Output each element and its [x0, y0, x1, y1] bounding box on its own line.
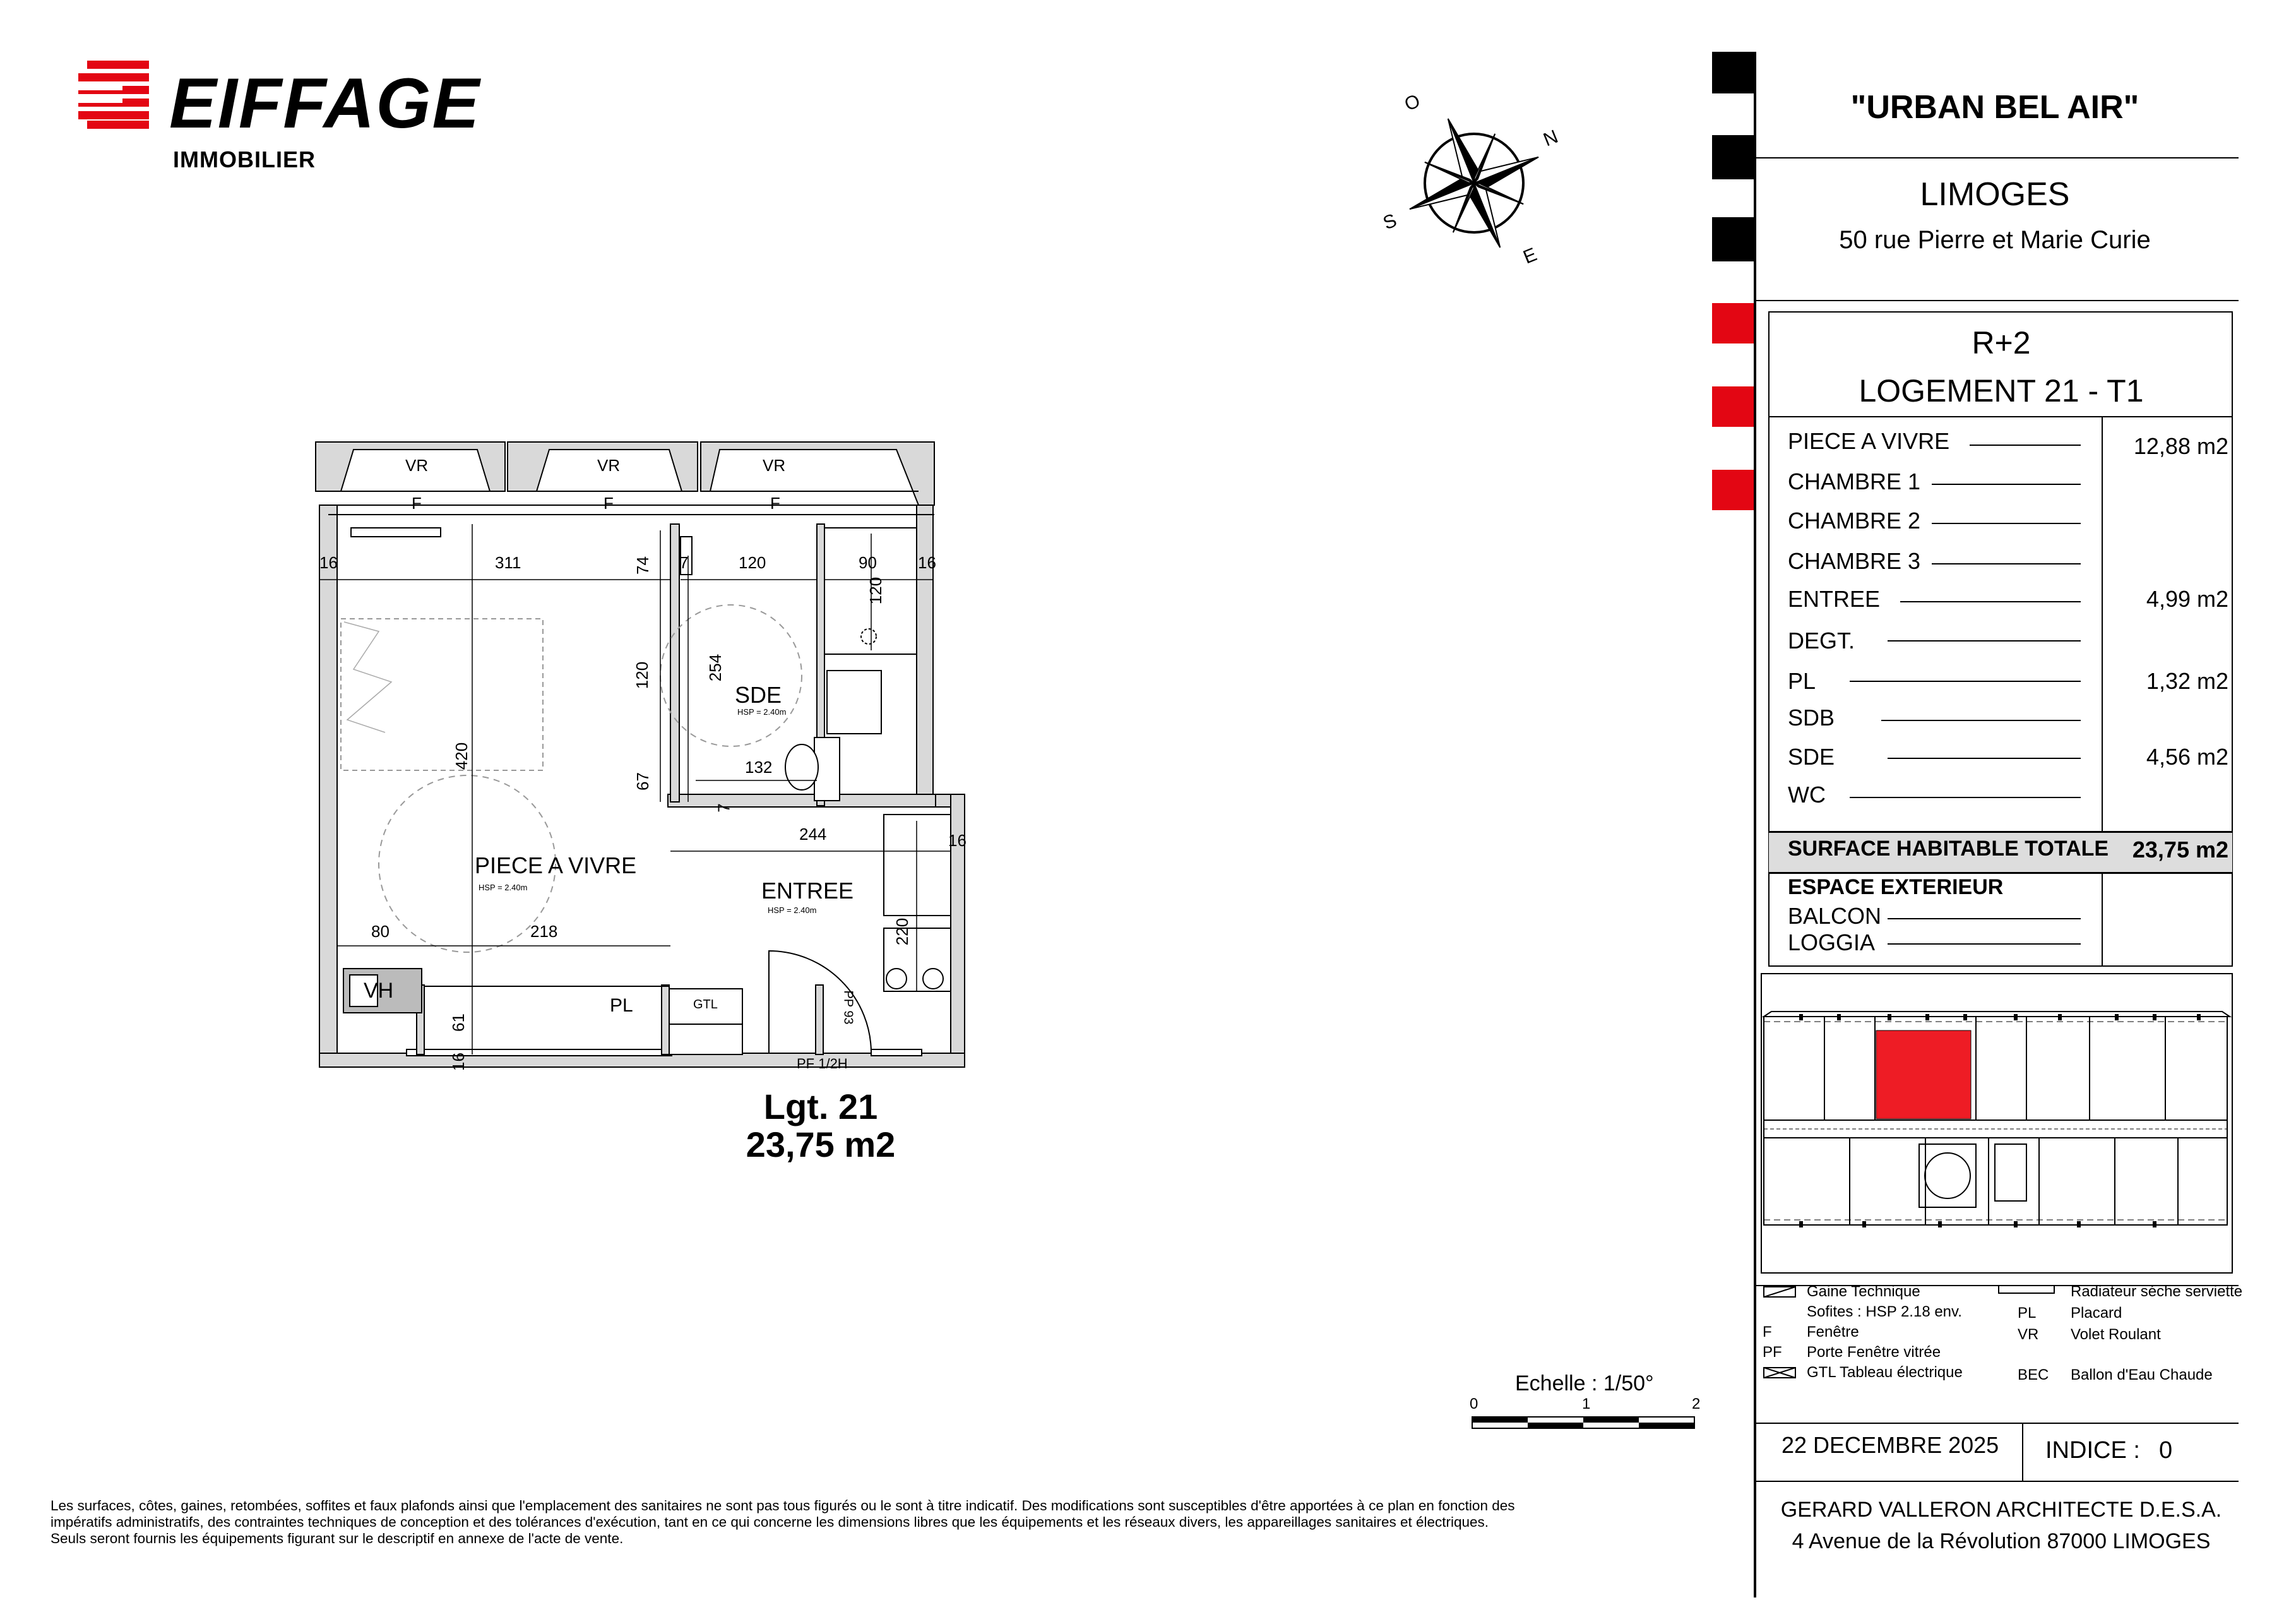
- room-name-4: CHAMBRE 3: [1788, 548, 1921, 574]
- scale-tick-0: 0: [1470, 1395, 1478, 1412]
- window-label-vr-3: VR: [763, 456, 786, 475]
- scale-tick-1: 1: [1582, 1395, 1591, 1412]
- dim-120-top: 120: [739, 553, 766, 572]
- legend-ballon: Ballon d'Eau Chaude: [2071, 1366, 2213, 1383]
- unit-title: Lgt. 21: [763, 1087, 878, 1126]
- floor-plan: [303, 436, 1004, 1080]
- legend-volet: Volet Roulant: [2071, 1326, 2161, 1343]
- compass-rose-icon: [1376, 88, 1578, 272]
- architect-address: 4 Avenue de la Révolution 87000 LIMOGES: [1792, 1529, 2211, 1553]
- dim-16-bottom: 16: [448, 1053, 468, 1071]
- room-hsp-piece: HSP = 2.40m: [479, 883, 528, 892]
- dim-16-left: 16: [319, 553, 338, 572]
- compass-s: S: [1380, 210, 1400, 234]
- project-address: 50 rue Pierre et Marie Curie: [1839, 226, 2151, 254]
- room-area-5: 4,99 m2: [2146, 586, 2228, 612]
- disclaimer-line-1: Les surfaces, côtes, gaines, retombées, soffites et faux plafonds ainsi que l'emplacement des sanitaires ne sont pas tous figurés ou le sont à titre indicatif. Des modifications sont susceptibles d'être apportées à ce plan en fonction des: [51, 1498, 1515, 1514]
- room-name-7: PL: [1788, 668, 1816, 694]
- legend-radiateur: Radiateur séche serviette: [2071, 1283, 2243, 1300]
- exterior-balcon: BALCON: [1788, 903, 1882, 929]
- dim-132: 132: [745, 758, 773, 777]
- scale-label: Echelle : 1/50°: [1515, 1371, 1654, 1395]
- legend-gtl-icon: [1763, 1366, 1798, 1380]
- legend-radiator-icon: [1997, 1284, 2057, 1297]
- window-label-vr-2: VR: [597, 456, 621, 475]
- room-name-1: PIECE A VIVRE: [1788, 428, 1950, 454]
- key-plan: [1761, 974, 2232, 1273]
- legend-gaine: Gaine Technique: [1807, 1283, 1920, 1300]
- room-name-6: DEGT.: [1788, 628, 1855, 654]
- project-name: "URBAN BEL AIR": [1850, 89, 2139, 126]
- room-label-pl: PL: [610, 995, 633, 1016]
- window-label-f-1: F: [412, 494, 422, 513]
- dim-220: 220: [893, 917, 912, 946]
- legend-abbr-pl: PL: [2018, 1305, 2037, 1322]
- vh-label: VH: [364, 979, 394, 1003]
- dim-90: 90: [859, 553, 877, 572]
- legend-fenetre: Fenêtre: [1807, 1323, 1859, 1340]
- plan-date: 22 DECEMBRE 2025: [1781, 1432, 1999, 1458]
- room-label-sde: SDE: [735, 682, 782, 708]
- unit-area: 23,75 m2: [746, 1125, 896, 1164]
- dim-244: 244: [799, 825, 827, 844]
- legend-abbr-f: F: [1763, 1323, 1772, 1340]
- dim-120-left: 120: [633, 661, 652, 690]
- dim-120-vertical: 120: [866, 576, 886, 605]
- room-name-2: CHAMBRE 1: [1788, 469, 1921, 494]
- indice-value: 0: [2159, 1437, 2173, 1464]
- legend-abbr-vr: VR: [2018, 1326, 2039, 1343]
- exterior-loggia: LOGGIA: [1788, 929, 1876, 955]
- dim-311: 311: [495, 553, 521, 572]
- dim-420: 420: [452, 742, 472, 770]
- scale-tick-2: 2: [1692, 1395, 1701, 1412]
- dim-74: 74: [633, 556, 652, 575]
- window-label-f-3: F: [770, 494, 780, 513]
- room-area-1: 12,88 m2: [2133, 433, 2228, 459]
- room-name-5: ENTREE: [1788, 586, 1881, 612]
- dim-61: 61: [448, 1013, 468, 1032]
- legend-gaine-icon: [1763, 1286, 1798, 1299]
- legend-gtl: GTL Tableau électrique: [1807, 1364, 1963, 1381]
- door-pf: PF 1/2H: [797, 1056, 848, 1072]
- logo-subtitle: IMMOBILIER: [173, 146, 316, 172]
- dim-218: 218: [530, 922, 558, 941]
- exterior-label: ESPACE EXTERIEUR: [1788, 875, 2004, 899]
- legend-placard: Placard: [2071, 1305, 2122, 1322]
- room-area-7: 1,32 m2: [2146, 668, 2228, 694]
- compass-o: O: [1401, 90, 1424, 116]
- project-city: LIMOGES: [1920, 176, 2070, 213]
- dim-254: 254: [706, 654, 725, 682]
- architect-name: GERARD VALLERON ARCHITECTE D.E.S.A.: [1780, 1498, 2222, 1522]
- compass-e: E: [1520, 244, 1540, 268]
- total-area: 23,75 m2: [2132, 837, 2228, 863]
- legend-abbr-bec: BEC: [2018, 1366, 2049, 1383]
- window-label-vr-1: VR: [405, 456, 429, 475]
- disclaimer: [51, 1498, 1717, 1547]
- logo-brand: EIFFAGE: [169, 64, 481, 143]
- room-name-9: SDE: [1788, 744, 1835, 770]
- room-hsp-entree: HSP = 2.40m: [768, 905, 817, 915]
- room-hsp-sde: HSP = 2.40m: [737, 707, 787, 717]
- legend-sofites: Sofites : HSP 2.18 env.: [1807, 1303, 1962, 1320]
- window-label-f-2: F: [604, 494, 614, 513]
- gtl-label: GTL: [693, 998, 718, 1012]
- legend-porte-fenetre: Porte Fenêtre vitrée: [1807, 1344, 1941, 1361]
- disclaimer-line-3: Seuls seront fournis les équipements figurant sur le descriptif en annexe de l'acte de vente.: [51, 1531, 624, 1546]
- dim-80: 80: [371, 922, 390, 941]
- unit-name: LOGEMENT 21 - T1: [1859, 373, 2144, 409]
- dim-7: 7: [679, 553, 689, 572]
- total-label: SURFACE HABITABLE TOTALE: [1788, 837, 2109, 861]
- room-name-10: WC: [1788, 782, 1826, 808]
- room-label-entree: ENTREE: [761, 878, 854, 904]
- indice-label: INDICE :: [2045, 1437, 2140, 1464]
- legend-abbr-pf: PF: [1763, 1344, 1782, 1361]
- eiffage-logo-mark: [78, 61, 149, 129]
- unit-level: R+2: [1972, 325, 2031, 361]
- compass-n: N: [1540, 126, 1561, 151]
- room-label-piece-a-vivre: PIECE A VIVRE: [475, 852, 637, 878]
- dim-67: 67: [633, 772, 652, 791]
- room-name-3: CHAMBRE 2: [1788, 508, 1921, 534]
- scale-bar: [1471, 1414, 1698, 1433]
- disclaimer-line-2: impératifs administratifs, des contraintes techniques de conception et des tolérances d'exécution, tant en ce qui concerne les dimensions libres que les équipements et les réseaux divers, les appareillages sanitaires et électriques.: [51, 1514, 1489, 1530]
- dim-16-right: 16: [918, 553, 936, 572]
- dim-16-r2: 16: [948, 831, 967, 850]
- dim-7-b: 7: [714, 803, 734, 813]
- door-pp-93: PP 93: [841, 990, 855, 1025]
- room-name-8: SDB: [1788, 705, 1835, 731]
- room-area-9: 4,56 m2: [2146, 744, 2228, 770]
